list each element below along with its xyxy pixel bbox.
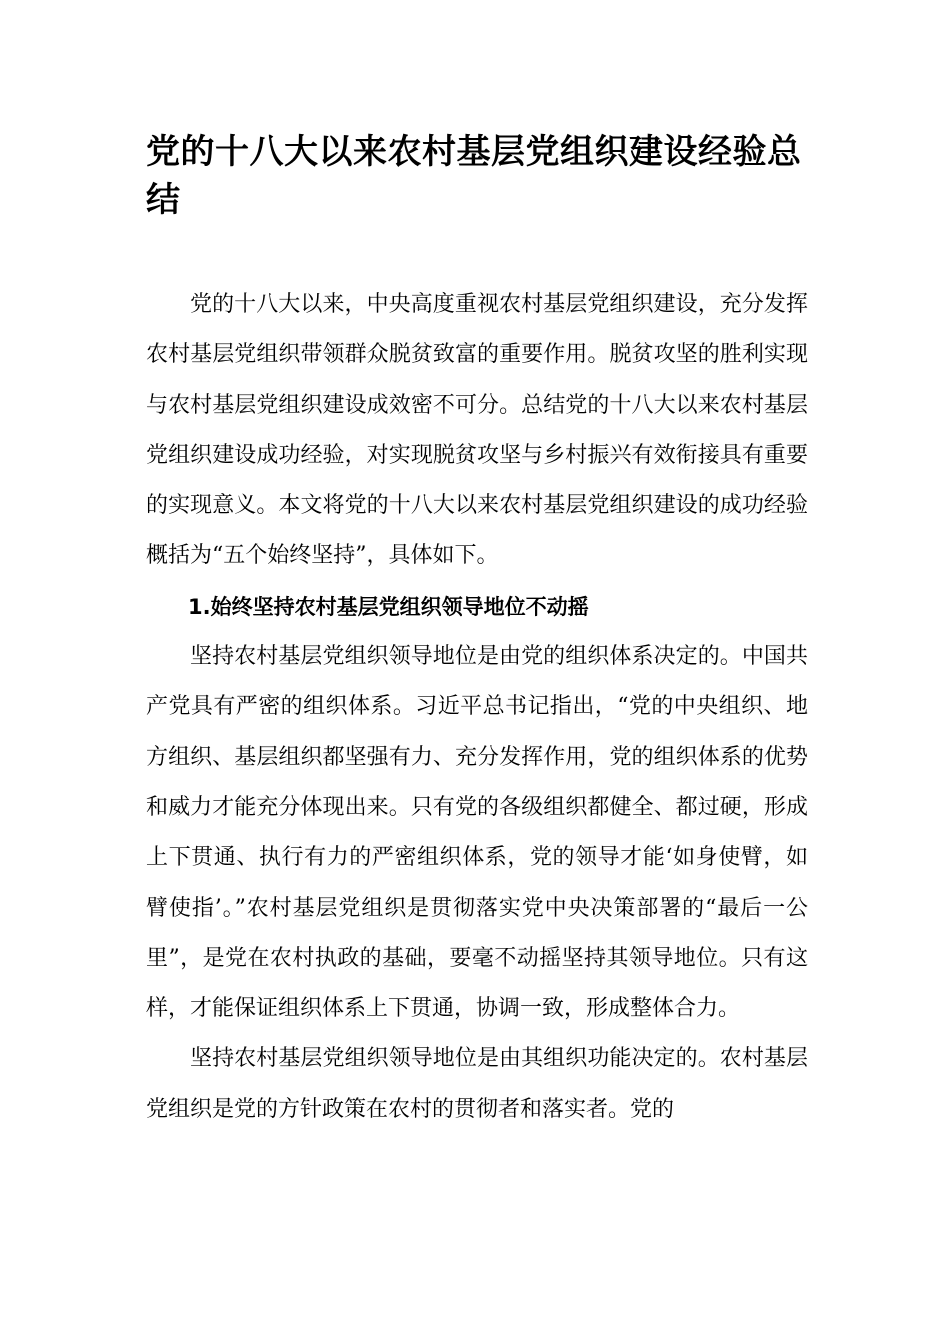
document-title: 党的十八大以来农村基层党组织建设经验总结 xyxy=(146,132,802,220)
section-heading-1: 1.始终坚持农村基层党组织领导地位不动摇 xyxy=(188,594,589,619)
intro-paragraph: 党的十八大以来，中央高度重视农村基层党组织建设，充分发挥农村基层党组织带领群众脱贫致富的重要作用。脱贫攻坚的胜利实现与农村基层党组织建设成效密不可分。总结党的十八大以来农村基层党组织建设成功经验，对实现脱贫攻坚与乡村振兴有效衔接具有重要的实现意义。本文将党的十八大以来农村基层党组织建设的成功经验概括为“五个始终坚持”，具体如下。 xyxy=(146,292,808,569)
section-1-paragraph-1: 坚持农村基层党组织领导地位是由党的组织体系决定的。中国共产党具有严密的组织体系。习近平总书记指出，“党的中央组织、地方组织、基层组织都坚强有力、充分发挥作用，党的组织体系的优势和威力才能充分体现出来。只有党的各级组织都健全、都过硬，形成上下贯通、执行有力的严密组织体系，党的领导才能‘如身使臂，如臂使指’。”农村基层党组织是贯彻落实党中央决策部署的“最后一公里”，是党在农村执政的基础，要毫不动摇坚持其领导地位。只有这样，才能保证组织体系上下贯通，协调一致，形成整体合力。 xyxy=(146,644,808,1022)
section-1-paragraph-2: 坚持农村基层党组织领导地位是由其组织功能决定的。农村基层党组织是党的方针政策在农村的贯彻者和落实者。党的 xyxy=(146,1046,808,1122)
document-body xyxy=(146,280,808,1135)
